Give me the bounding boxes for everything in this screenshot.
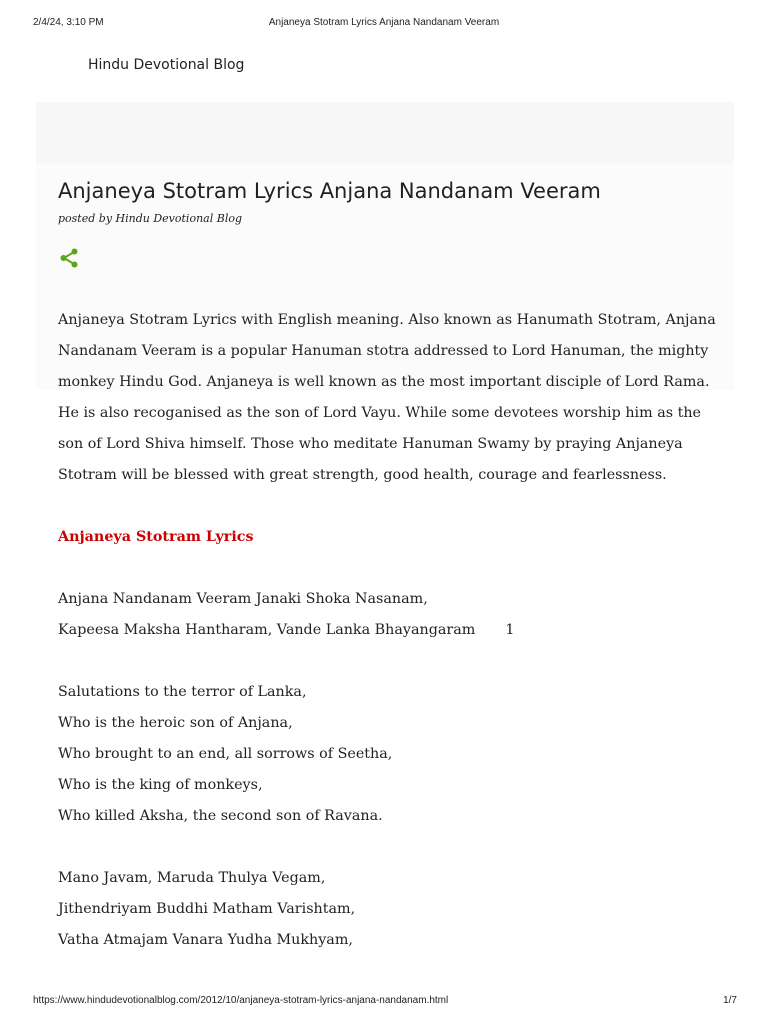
post-title: Anjaneya Stotram Lyrics Anjana Nandanam Veeram — [58, 179, 601, 203]
print-footer — [0, 995, 768, 1009]
verse-line-text: Kapeesa Maksha Hantharam, Vande Lanka Bhayangaram — [58, 622, 476, 638]
post-card-header-band — [36, 102, 734, 164]
spacer — [58, 832, 718, 863]
share-icon — [56, 245, 82, 271]
verse-number: 1 — [505, 622, 515, 638]
print-header — [0, 17, 768, 31]
meaning-line: Who brought to an end, all sorrows of Seetha, — [58, 746, 393, 762]
verse-line — [58, 615, 718, 646]
verse-line: Jithendriyam Buddhi Matham Varishtam, — [58, 901, 356, 917]
section-heading: Anjaneya Stotram Lyrics — [58, 529, 254, 545]
meaning-line: Who is the king of monkeys, — [58, 777, 263, 793]
print-doc-title: Anjaneya Stotram Lyrics Anjana Nandanam Veeram — [268, 17, 500, 28]
print-datetime: 2/4/24, 3:10 PM — [33, 17, 104, 28]
spacer — [58, 646, 718, 677]
meaning-line: Who killed Aksha, the second son of Ravana. — [58, 808, 383, 824]
meaning-line: Who is the heroic son of Anjana, — [58, 715, 293, 731]
meaning-line: Salutations to the terror of Lanka, — [58, 684, 307, 700]
post-body — [58, 305, 718, 956]
verse-line: Anjana Nandanam Veeram Janaki Shoka Nasanam, — [58, 591, 428, 607]
share-button[interactable] — [56, 245, 82, 271]
print-url[interactable]: https://www.hindudevotionalblog.com/2012/10/anjaneya-stotram-lyrics-anjana-nandanam.html — [33, 995, 449, 1006]
verse-line: Vatha Atmajam Vanara Yudha Mukhyam, — [58, 932, 353, 948]
blog-name[interactable]: Hindu Devotional Blog — [88, 57, 245, 73]
verse-line: Mano Javam, Maruda Thulya Vegam, — [58, 870, 326, 886]
print-page-number: 1/7 — [723, 995, 737, 1006]
post-intro: Anjaneya Stotram Lyrics with English meaning. Also known as Hanumath Stotram, Anjana Nandanam Veeram is a popular Hanuman stotra addressed to Lord Hanuman, the mighty monkey Hindu God. Anjaneya is well known as the most important disciple of Lord Rama. He is also recoganised as the son of Lord Vayu. While some devotees worship him as the son of Lord Shiva himself. Those who meditate Hanuman Swamy by praying Anjaneya Stotram will be blessed with great strength, good health, courage and fearlessness. — [58, 312, 716, 483]
post-byline: posted by Hindu Devotional Blog — [58, 212, 242, 225]
spacer — [58, 553, 718, 584]
